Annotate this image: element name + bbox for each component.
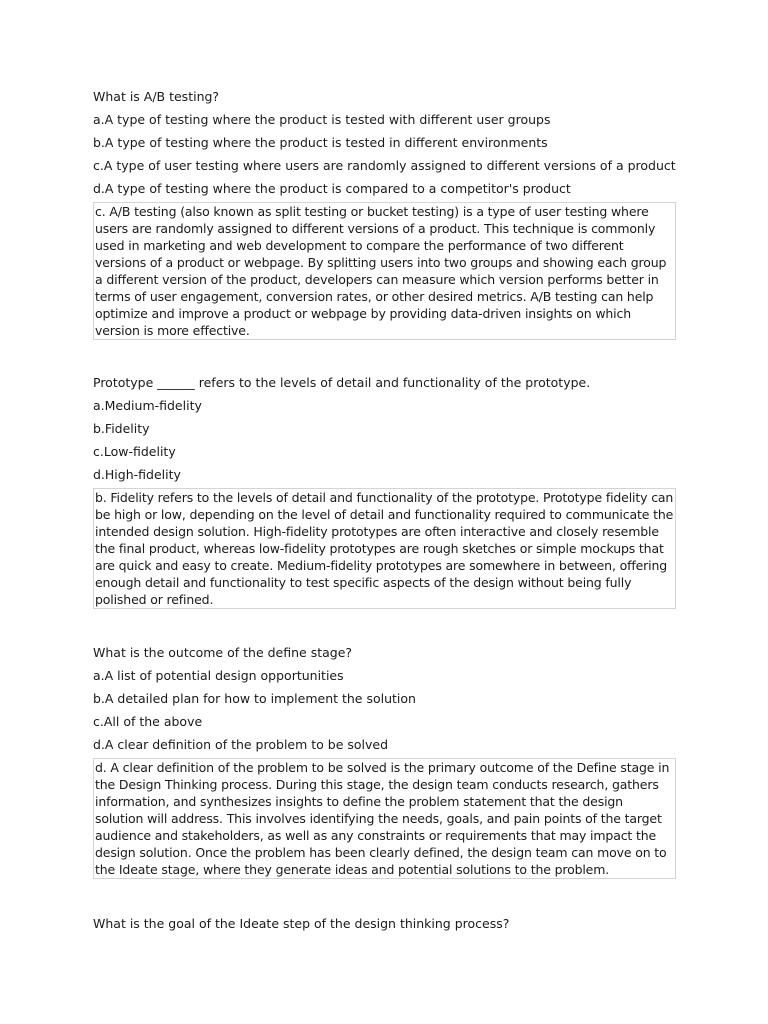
option-a: a.Medium-fidelity [93,398,202,413]
question-block-1 [93,88,676,340]
answer-text: c. A/B testing (also known as split testing or bucket testing) is a type of user testing where users are randomly assigned to different versions of a product. This technique is commonly used in marketing and web development to compare the performance of two different versions of a product or webpage. By splitting users into two groups and showing each group a different version of the product, developers can measure which version performs better in terms of user engagement, conversion rates, or other desired metrics. A/B testing can help optimize and improve a product or webpage by providing data-driven insights on which version is more effective. [95,204,667,338]
option-d: d.High-fidelity [93,467,181,482]
question-block-4 [93,915,676,938]
option-c: c.A type of user testing where users are randomly assigned to different versions of a product [93,158,676,173]
option-d: d.A type of testing where the product is compared to a competitor's product [93,181,571,196]
option-d: d.A clear definition of the problem to be solved [93,737,389,752]
option-a: a.A list of potential design opportunities [93,668,344,683]
question-text: What is the goal of the Ideate step of the design thinking process? [93,916,510,931]
option-a: a.A type of testing where the product is tested with different user groups [93,112,551,127]
option-c: c.All of the above [93,714,203,729]
answer-explanation-box [93,202,676,340]
question-text: Prototype ______ refers to the levels of detail and functionality of the prototype. [93,375,591,390]
question-text: What is A/B testing? [93,89,220,104]
option-b: b.Fidelity [93,421,150,436]
question-text: What is the outcome of the define stage? [93,645,353,660]
answer-text: d. A clear definition of the problem to be solved is the primary outcome of the Define stage in the Design Thinking process. During this stage, the design team conducts research, gathers information, and synthesizes insights to define the problem statement that the design solution will address. This involves identifying the needs, goals, and pain points of the target audience and stakeholders, as well as any constraints or requirements that may impact the design solution. Once the problem has been clearly defined, the design team can move on to the Ideate stage, where they generate ideas and potential solutions to the problem. [95,760,670,877]
option-b: b.A type of testing where the product is tested in different environments [93,135,548,150]
answer-explanation-box [93,758,676,879]
question-block-3 [93,644,676,879]
question-block-2 [93,374,676,609]
answer-text: b. Fidelity refers to the levels of detail and functionality of the prototype. Prototype fidelity can be high or low, depending on the level of detail and functionality required to communicate the intended design solution. High-fidelity prototypes are often interactive and closely resemble the final product, whereas low-fidelity prototypes are rough sketches or simple mockups that are quick and easy to create. Medium-fidelity prototypes are somewhere in between, offering enough detail and functionality to test specific aspects of the design without being fully polished or refined. [95,490,674,607]
option-c: c.Low-fidelity [93,444,176,459]
answer-explanation-box [93,488,676,609]
option-b: b.A detailed plan for how to implement the solution [93,691,416,706]
